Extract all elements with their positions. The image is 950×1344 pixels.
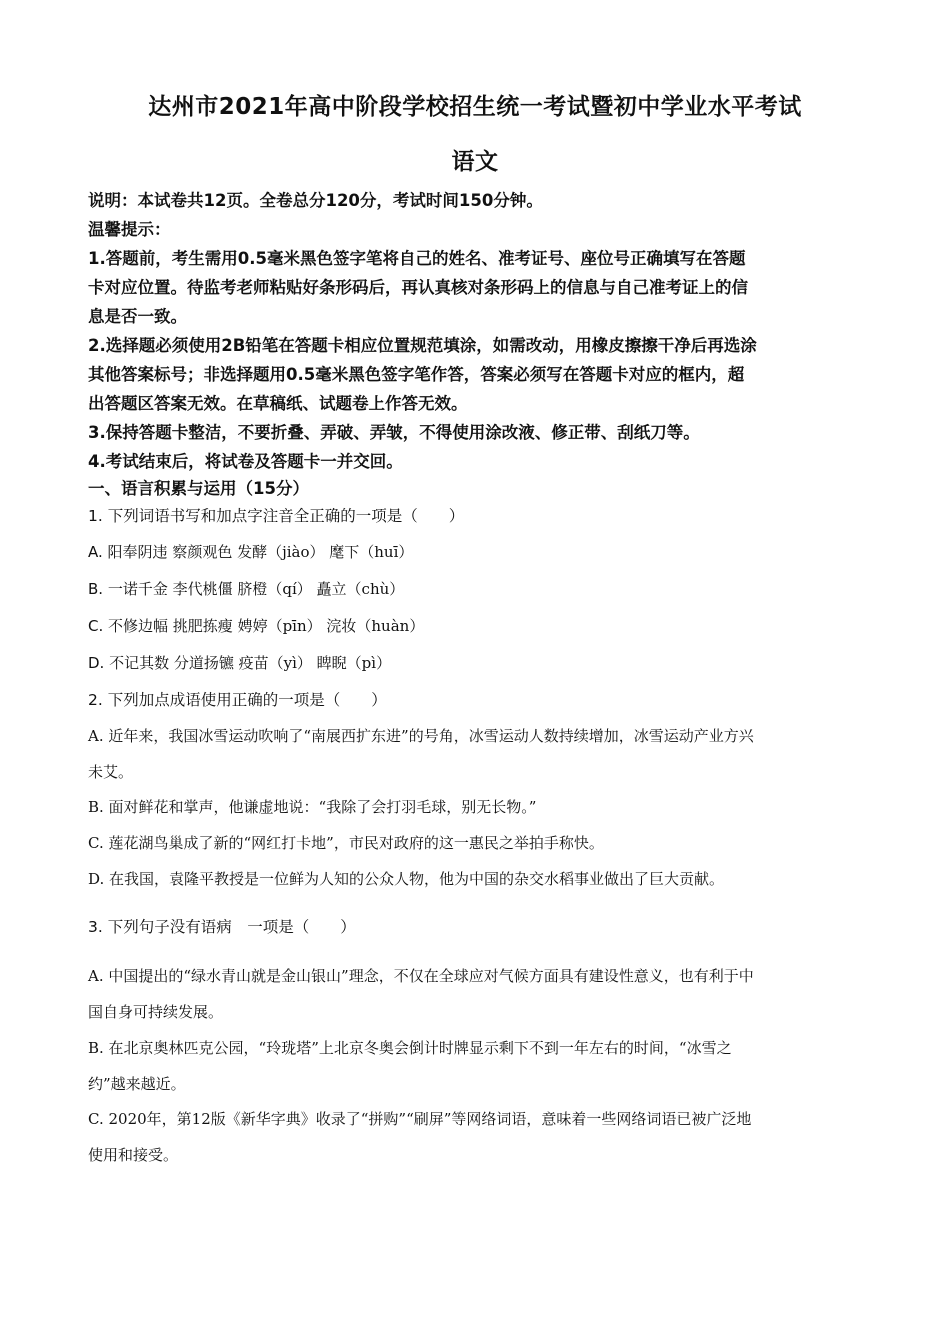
question-3-line: 约”越来越近。: [88, 1075, 186, 1093]
question-1-option-c: [88, 612, 878, 640]
option-text: 一诺千金 李代桃僵 脐橙（qí） 矗立（chù）: [107, 580, 405, 598]
tip-line: 4.考试结束后，将试卷及答题卡一并交回。: [88, 452, 403, 471]
exam-title: 达州市2021年高中阶段学校招生统一考试暨初中学业水平考试: [148, 94, 802, 120]
subject-title: 语文: [451, 149, 499, 175]
option-label: C.: [88, 617, 104, 635]
question-2-line: 未艾。: [88, 763, 134, 781]
option-label: A.: [88, 543, 103, 561]
question-2-line: D. 在我国，袁隆平教授是一位鲜为人知的公众人物，他为中国的杂交水稻事业做出了巨大贡献。: [88, 870, 725, 888]
tip-line: 其他答案标号；非选择题用0.5毫米黑色签字笔作答，答案必须写在答题卡对应的框内，超: [88, 365, 745, 384]
question-1-option-b: [88, 575, 878, 603]
tip-line: 卡对应位置。待监考老师粘贴好条形码后，再认真核对条形码上的信息与自己准考证上的信: [88, 278, 748, 297]
tip-line: 息是否一致。: [88, 307, 187, 326]
question-3-line: 使用和接受。: [88, 1146, 179, 1164]
question-3-stem: 3. 下列句子没有语病 一项是（ ）: [88, 918, 356, 936]
option-text: 不修边幅 挑肥拣瘦 娉婷（pīn） 浣妆（huàn）: [108, 617, 425, 635]
question-1-stem: 1. 下列词语书写和加点字注音全正确的一项是（ ）: [88, 507, 465, 525]
question-2-line: C. 莲花湖鸟巢成了新的“网红打卡地”，市民对政府的这一惠民之举拍手称快。: [88, 834, 604, 852]
tip-line: 3.保持答题卡整洁，不要折叠、弄破、弄皱，不得使用涂改液、修正带、刮纸刀等。: [88, 423, 700, 442]
question-2-line: A. 近年来，我国冰雪运动吹响了“南展西扩东进”的号角，冰雪运动人数持续增加，冰雪运动产业方兴: [88, 727, 754, 745]
question-2-line: B. 面对鲜花和掌声，他谦虚地说：“我除了会打羽毛球，别无长物。”: [88, 798, 537, 816]
tip-line: 1.答题前，考生需用0.5毫米黑色签字笔将自己的姓名、准考证号、座位号正确填写在答题: [88, 249, 746, 268]
question-3-line: B. 在北京奥林匹克公园，“玲珑塔”上北京冬奥会倒计时牌显示剩下不到一年左右的时间，“冰雪之: [88, 1039, 732, 1057]
question-3-line: A. 中国提出的“绿水青山就是金山银山”理念，不仅在全球应对气候方面具有建设性意义，也有利于中: [88, 967, 754, 985]
question-2-stem: 2. 下列加点成语使用正确的一项是（ ）: [88, 691, 387, 709]
question-1-option-d: [88, 649, 878, 677]
section-heading: 一、语言积累与运用（15分）: [88, 479, 309, 498]
tip-line: 出答题区答案无效。在草稿纸、试题卷上作答无效。: [88, 394, 468, 413]
question-1-option-a: [88, 538, 878, 566]
option-label: D.: [88, 654, 105, 672]
tip-line: 2.选择题必须使用2B铅笔在答题卡相应位置规范填涂，如需改动，用橡皮擦擦干净后再选涂: [88, 336, 757, 355]
tips-heading: 温馨提示：: [88, 220, 171, 239]
question-3-line: 国自身可持续发展。: [88, 1003, 224, 1021]
question-3-line: C. 2020年，第12版《新华字典》收录了“拼购”“刷屏”等网络词语，意味着一些网络词语已被广泛地: [88, 1110, 752, 1128]
option-text: 不记其数 分道扬镳 疫苗（yì） 睥睨（pì）: [109, 654, 392, 672]
option-label: B.: [88, 580, 104, 598]
exam-note: 说明：本试卷共12页。全卷总分120分，考试时间150分钟。: [88, 191, 543, 210]
option-text: 阳奉阴违 察颜观色 发酵（jiào） 麾下（huī）: [107, 543, 414, 561]
